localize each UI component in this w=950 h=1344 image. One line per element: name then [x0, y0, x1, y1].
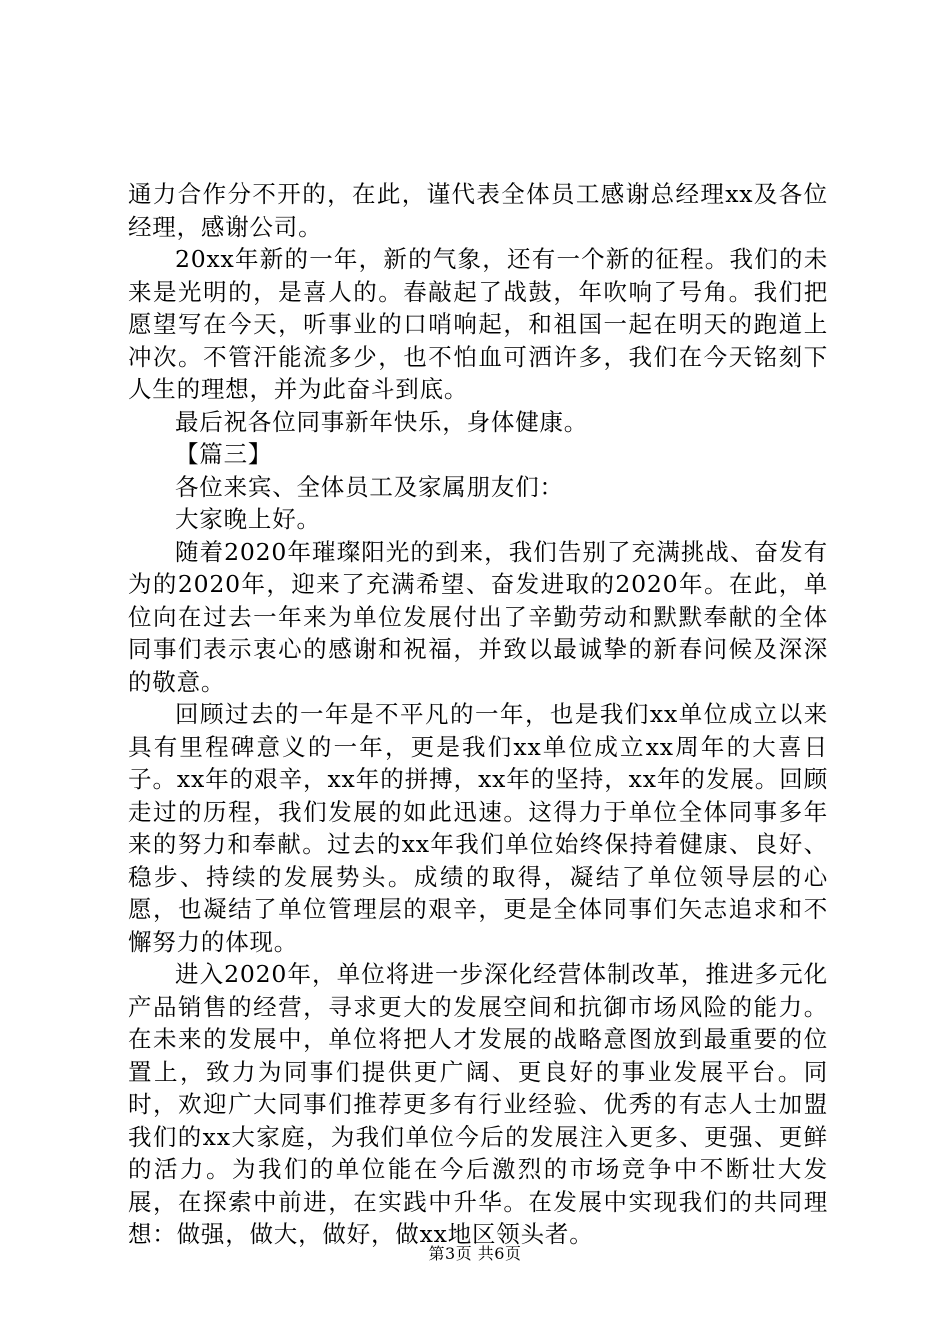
document-body	[128, 178, 828, 1251]
paragraph-review: 回顾过去的一年是不平凡的一年，也是我们xx单位成立以来具有里程碑意义的一年，更是我们xx单位成立xx周年的大喜日子。xx年的艰辛，xx年的拼搏，xx年的坚持，xx年的发展。回顾走过的历程，我们发展的如此迅速。这得力于单位全体同事多年来的努力和奉献。过去的xx年我们单位始终保持着健康、良好、稳步、持续的发展势头。成绩的取得，凝结了单位领导层的心愿，也凝结了单位管理层的艰辛，更是全体同事们矢志追求和不懈努力的体现。	[128, 700, 828, 956]
paragraph-greeting: 大家晚上好。	[175, 505, 321, 533]
paragraph-outlook: 进入2020年，单位将进一步深化经营体制改革，推进多元化产品销售的经营，寻求更大的发展空间和抗御市场风险的能力。在未来的发展中，单位将把人才发展的战略意图放到最重要的位置上，致力为同事们提供更广阔、更良好的事业发展平台。同时，欢迎广大同事们推荐更多有行业经验、优秀的有志人士加盟我们的xx大家庭，为我们单位今后的发展注入更多、更强、更鲜的活力。为我们的单位能在今后激烈的市场竞争中不断壮大发展，在探索中前进，在实践中升华。在发展中实现我们的共同理想：做强，做大，做好，做xx地区领头者。	[128, 960, 828, 1248]
paragraph-continuation: 通力合作分不开的，在此，谨代表全体员工感谢总经理xx及各位经理，感谢公司。	[128, 180, 828, 241]
page-number-footer: 第3页 共6页	[428, 1244, 522, 1263]
paragraph-new-year: 20xx年新的一年，新的气象，还有一个新的征程。我们的未来是光明的，是喜人的。春敲起了战鼓，年吹响了号角。我们把愿望写在今天，听事业的口哨响起，和祖国一起在明天的跑道上冲次。不管汗能流多少，也不怕血可洒许多，我们在今天铭刻下人生的理想，并为此奋斗到底。	[128, 245, 828, 403]
paragraph-salutation: 各位来宾、全体员工及家属朋友们：	[175, 472, 564, 501]
paragraph-closing-wishes: 最后祝各位同事新年快乐，身体健康。	[175, 407, 589, 436]
paragraph-thanks: 随着2020年璀璨阳光的到来，我们告别了充满挑战、奋发有为的2020年，迎来了充满希望、奋发进取的2020年。在此，单位向在过去一年来为单位发展付出了辛勤劳动和默默奉献的全体同事们表示衷心的感谢和祝福，并致以最诚挚的新春问候及深深的敬意。	[128, 537, 828, 696]
section-heading: 【篇三】	[175, 440, 273, 468]
